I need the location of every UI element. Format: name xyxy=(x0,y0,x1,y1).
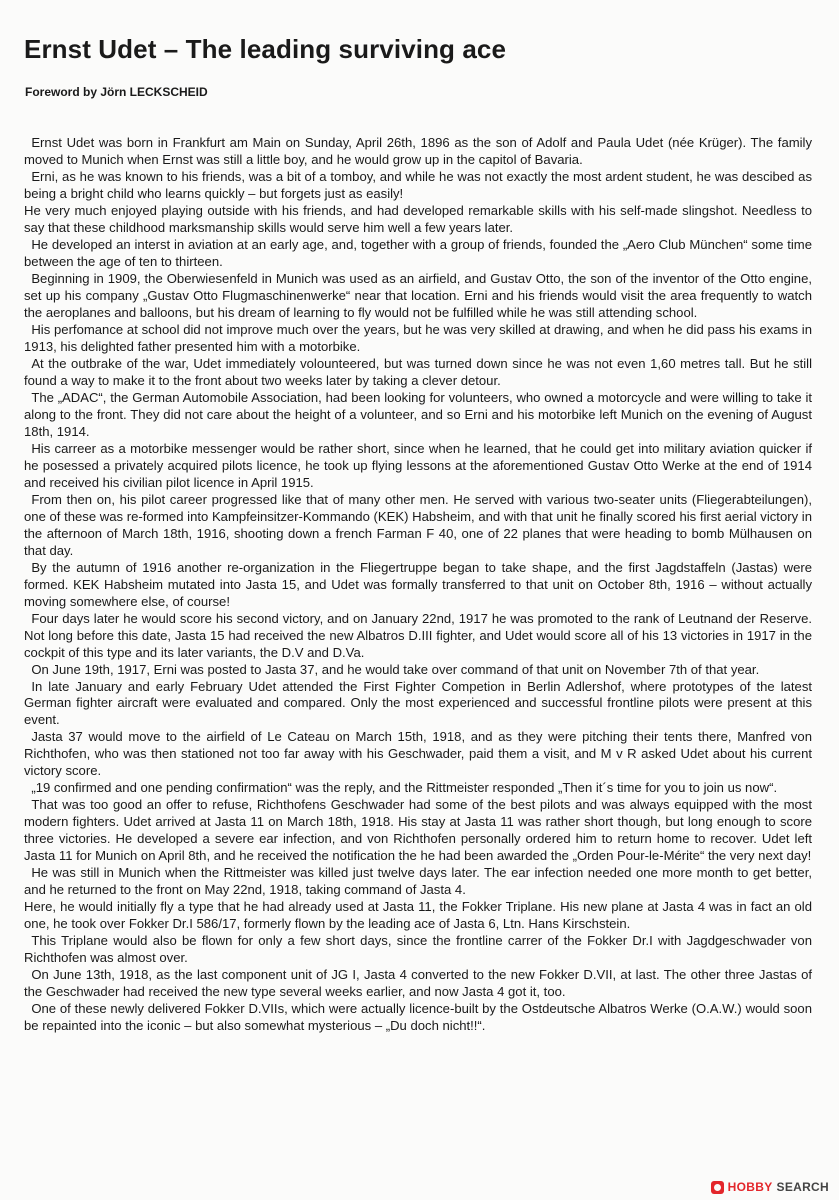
paragraph: On June 19th, 1917, Erni was posted to Jasta 37, and he would take over command of that unit on November 7th of that year. xyxy=(31,661,760,677)
paragraph: Beginning in 1909, the Oberwiesenfeld in Munich was used as an airfield, and Gustav Otto, the son of the inventor of the Otto engine, set up his company „Gustav Otto Flugmaschinenwerke“ near that location. Erni and his friends would visit the area frequently to watch the aeroplanes and balloons, but his dream of learning to fly would not be fulfilled while he was still attending school. xyxy=(24,270,812,320)
article-body xyxy=(24,135,812,1035)
paragraph: Four days later he would score his second victory, and on January 22nd, 1917 he was promoted to the rank of Leutnand der Reserve. Not long before this date, Jasta 15 had received the new Albatros D.III fighter, and Udet would score all of his 13 victories in 1917 in the cockpit of this type and its later variants, the D.V and D.Va. xyxy=(24,610,812,660)
paragraph: One of these newly delivered Fokker D.VIIs, which were actually licence-built by the Ostdeutsche Albatros Werke (O.A.W.) would soon be repainted into the iconic – but also somewhat mysterious – „Du doch nicht!!“. xyxy=(24,1001,812,1034)
paragraph: „19 confirmed and one pending confirmation“ was the reply, and the Rittmeister responded „Then it´s time for you to join us now“. xyxy=(31,780,778,796)
hobby-search-logo-icon xyxy=(711,1181,724,1194)
watermark-hobby-text: HOBBY xyxy=(727,1180,773,1194)
paragraph: He developed an interst in aviation at an early age, and, together with a group of friends, founded the „Aero Club München“ some time between the age of ten to thirteen. xyxy=(24,236,812,269)
paragraph: Here, he would initially fly a type that he had already used at Jasta 11, the Fokker Triplane. His new plane at Jasta 4 was in fact an old one, he took over Fokker Dr.I 586/17, formerly flown by the leading ace of Jasta 6, Ltn. Hans Kirschstein. xyxy=(24,899,812,932)
page-title: Ernst Udet – The leading surviving ace xyxy=(24,34,507,64)
paragraph: That was too good an offer to refuse, Richthofens Geschwader had some of the best pilots and was always equipped with the most modern fighters. Udet arrived at Jasta 11 on March 18th, 1918. His stay at Jasta 11 was rather short though, but long enough to score three victories. He developed a severe ear infection, and von Richthofen personally ordered him to return home to recover. Udet left Jasta 11 for Munich on April 8th, and he received the notification the he had been awarded the „Orden Pour-le-Mérite“ the very next day! xyxy=(24,797,812,864)
paragraph: On June 13th, 1918, as the last component unit of JG I, Jasta 4 converted to the new Fokker D.VII, at last. The other three Jastas of the Geschwader had received the new type several weeks earlier, and now Jasta 4 got it, too. xyxy=(24,967,812,1000)
paragraph: By the autumn of 1916 another re-organization in the Fliegertruppe began to take shape, and the first Jagdstaffeln (Jastas) were formed. KEK Habsheim mutated into Jasta 15, and Udet was formally transferred to that unit on October 8th, 1916 – without actually moving somewhere else, of course! xyxy=(24,559,812,609)
paragraph: His perfomance at school did not improve much over the years, but he was very skilled at drawing, and when he did pass his exams in 1913, his delighted father presented him with a motorbike. xyxy=(24,321,812,354)
watermark-search-text: SEARCH xyxy=(776,1180,829,1194)
paragraph: Erni, as he was known to his friends, was a bit of a tomboy, and while he was not exactly the most ardent student, he was descibed as being a bright child who learns quickly – but forgets just as easily! xyxy=(24,168,812,201)
paragraph: From then on, his pilot career progressed like that of many other men. He served with various two-seater units (Fliegerabteilungen), one of these was re-formed into Kampfeinsitzer-Kommando (KEK) Habsheim, and with that unit he finally scored his first aerial victory in the afternoon of March 18th, 1916, shooting down a french Farman F 40, one of 22 planes that were heading to bomb Mülhausen on that day. xyxy=(24,491,812,558)
paragraph: At the outbrake of the war, Udet immediately volounteered, but was turned down since he was not even 1,60 metres tall. But he still found a way to make it to the front about two weeks later by taking a clever detour. xyxy=(24,355,812,388)
paragraph: In late January and early February Udet attended the First Fighter Competion in Berlin Adlershof, where prototypes of the latest German fighter aircraft were evaluated and compared. Only the most experienced and successful frontline pilots were present at this event. xyxy=(24,678,812,728)
paragraph: Ernst Udet was born in Frankfurt am Main on Sunday, April 26th, 1896 as the son of Adolf and Paula Udet (née Krüger). The family moved to Munich when Ernst was still a little boy, and he would grow up in the capitol of Bavaria. xyxy=(24,135,812,167)
foreword-byline: Foreword by Jörn LECKSCHEID xyxy=(25,85,208,99)
paragraph: He was still in Munich when the Rittmeister was killed just twelve days later. The ear infection needed one more month to get better, and he returned to the front on May 22nd, 1918, taking command of Jasta 4. xyxy=(24,865,812,898)
paragraph: The „ADAC“, the German Automobile Association, had been looking for volunteers, who owned a motorcycle and were willing to take it along to the front. They did not care about the height of a volunteer, and so Erni and his motorbike left Munich on the evening of August 18th, 1914. xyxy=(24,389,812,439)
hobby-search-watermark xyxy=(711,1180,829,1194)
paragraph: His carreer as a motorbike messenger would be rather short, since when he learned, that he could get into military aviation quicker if he posessed a privately acquired pilots licence, he took up flying lessons at the aforementioned Gustav Otto Werke at the end of 1914 and received his civilian pilot licence in April 1915. xyxy=(24,440,812,490)
paragraph: He very much enjoyed playing outside with his friends, and had developed remarkable skills with his self-made slingshot. Needless to say that these childhood marksmanship skills would serve him well a few years later. xyxy=(24,202,812,235)
paragraph: Jasta 37 would move to the airfield of Le Cateau on March 15th, 1918, and as they were pitching their tents there, Manfred von Richthofen, who was then stationed not too far away with his Geschwader, paid them a visit, and M v R asked Udet about his current victory score. xyxy=(24,729,812,779)
paragraph: This Triplane would also be flown for only a few short days, since the frontline carrer of the Fokker Dr.I with Jagdgeschwader von Richthofen was almost over. xyxy=(24,933,812,966)
